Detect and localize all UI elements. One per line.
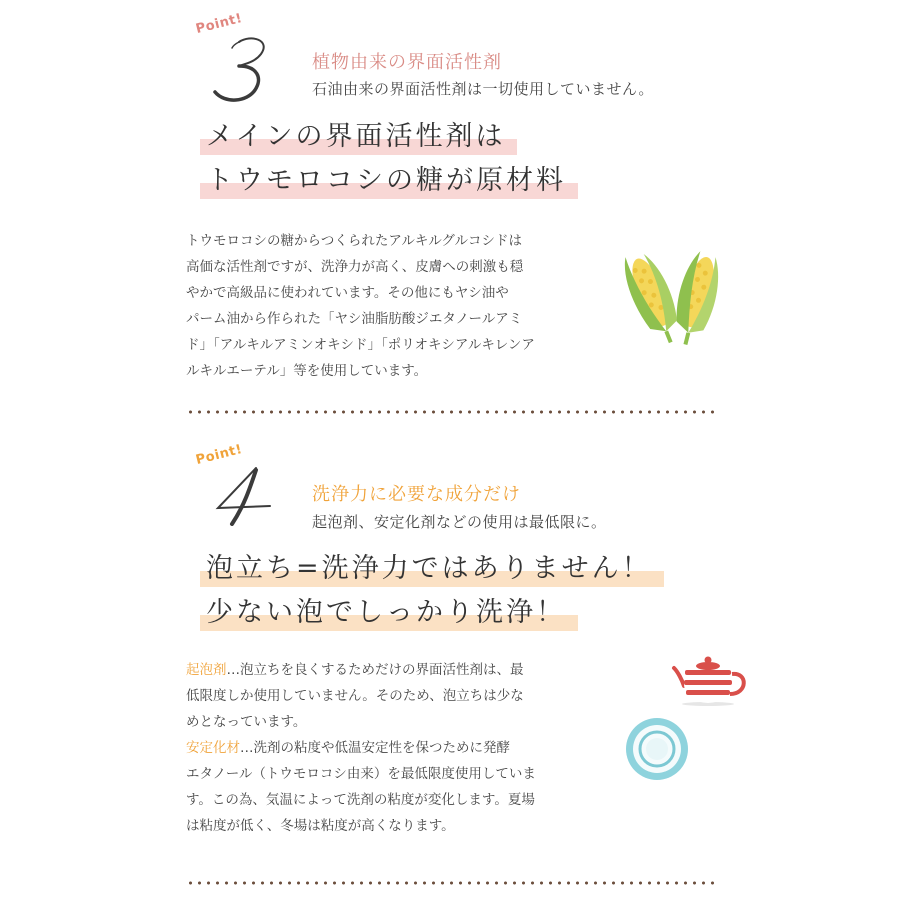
body-line: 高価な活性剤ですが、洗浄力が高く、皮膚への刺激も穏 [186,259,524,275]
body-line: やかで高級品に使われています。その他にもヤシ油や [186,285,509,301]
dotted-divider [186,880,716,886]
body-line: めとなっています。 [186,714,307,730]
point-badge: Point! [194,10,244,38]
body-line: は粘度が低く、冬場は粘度が高くなります。 [186,818,455,834]
point3-big-line-2: トウモロコシの糖が原材料 [206,158,566,197]
body-line: 起泡剤…泡立ちを良くするためだけの界面活性剤は、最 [186,662,524,678]
point3-big-line-1: メインの界面活性剤は [206,114,505,153]
point4-subheading: 起泡剤、安定化剤などの使用は最低限に。 [312,513,607,531]
teapot-icon [668,650,752,706]
point4-big-line-2: 少ない泡でしっかり洗浄！ [206,590,566,629]
dotted-divider [186,409,716,415]
body-line: ド」「アルキルアミンオキシド」「ポリオキシアルキレンア [186,337,535,353]
point3-heading: 植物由来の界面活性剤 [312,52,502,73]
body-line: 低限度しか使用していません。そのため、泡立ちは少な [186,688,524,704]
body-line: 安定化材…洗剤の粘度や低温安定性を保つために発酵 [186,740,510,756]
body-line: す。この為、気温によって洗剤の粘度が変化します。夏場 [186,792,535,808]
point4-body [186,657,536,839]
term-label: 起泡剤 [186,662,227,678]
point-badge: Point! [194,441,244,468]
body-line: ルキルエーテル」等を使用しています。 [186,363,428,379]
plate-icon [624,716,690,782]
point4-heading: 洗浄力に必要な成分だけ [312,484,521,505]
point4-big-line-1: 泡立ち=洗浄力ではありません！ [206,546,652,585]
body-line: トウモロコシの糖からつくられたアルキルグルコシドは [186,233,523,249]
term-label: 安定化材 [186,740,240,756]
point3-subheading: 石油由来の界面活性剤は一切使用していません。 [312,80,654,98]
body-line: エタノール（トウモロコシ由来）を最低限度使用していま [186,766,536,782]
corn-icon [612,236,732,348]
point3-body [186,228,535,384]
body-line: パーム油から作られた「ヤシ油脂肪酸ジエタノールアミ [186,311,523,327]
